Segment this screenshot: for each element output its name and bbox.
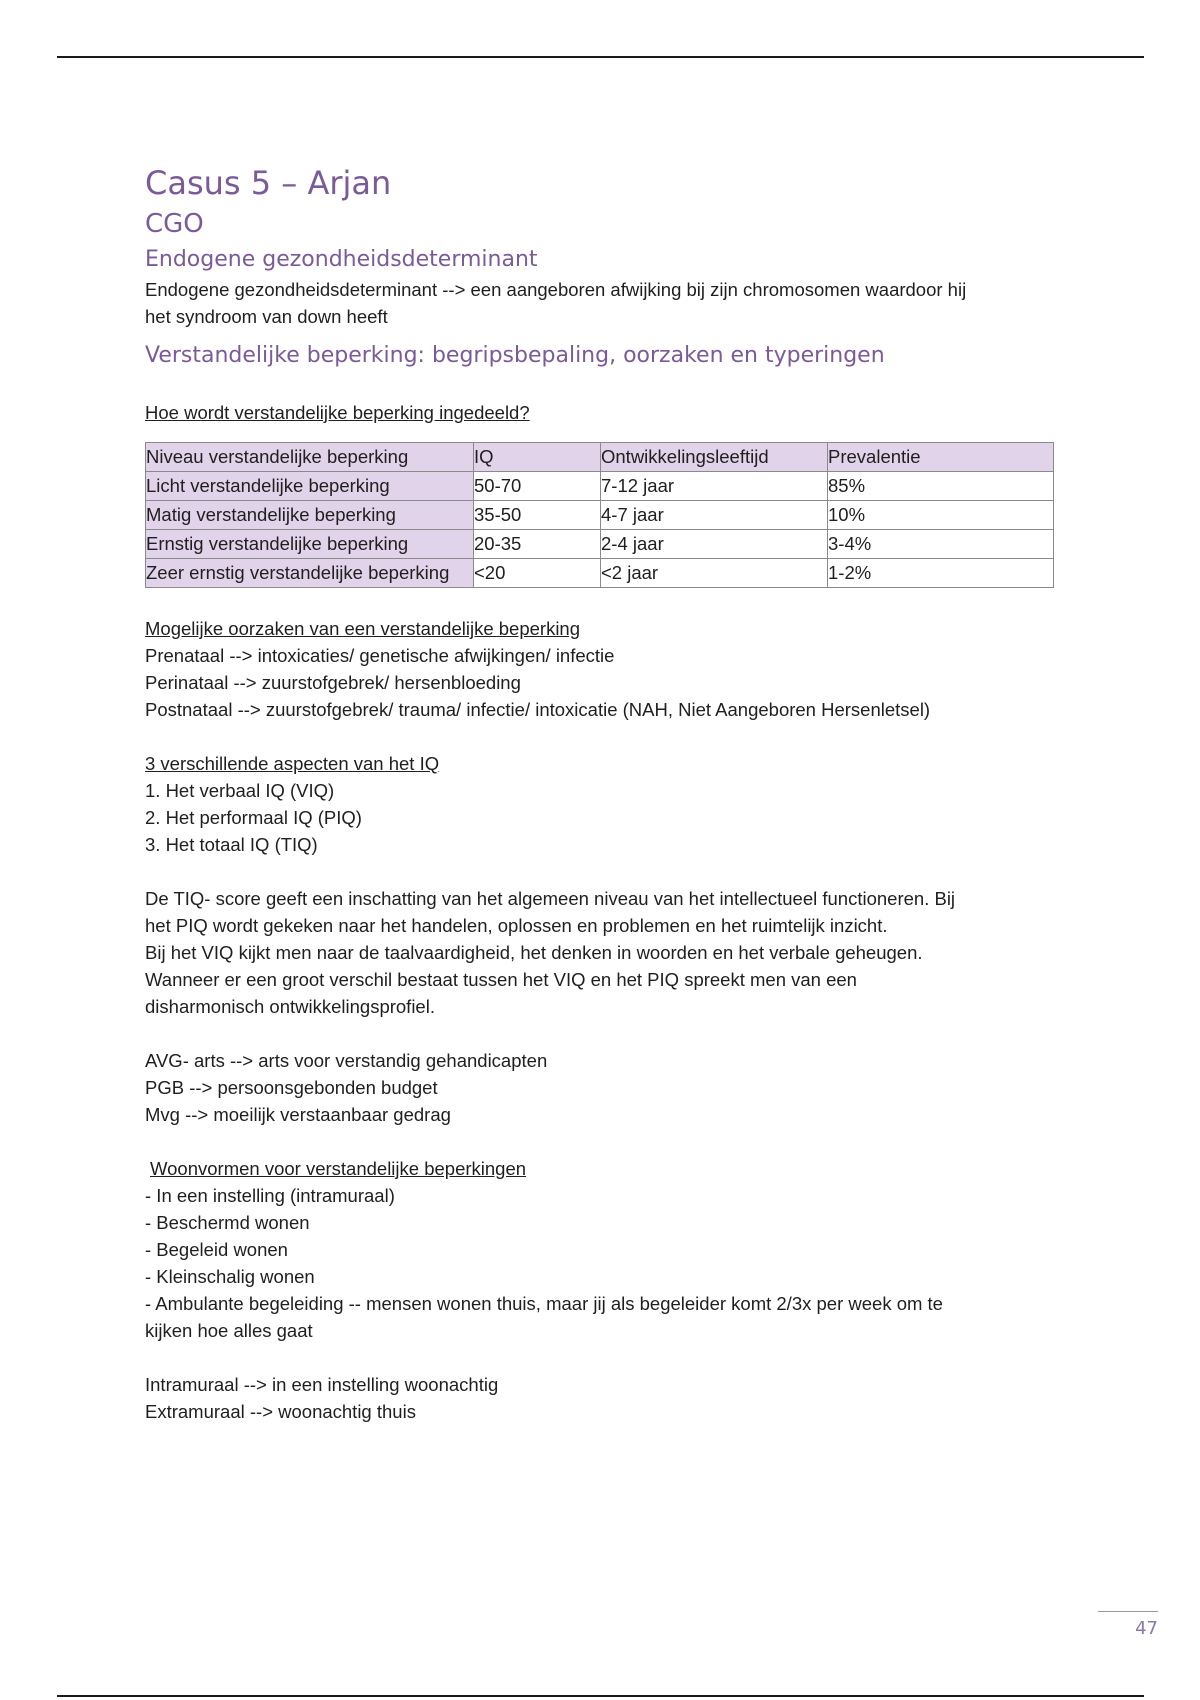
table-header-cell: IQ: [474, 443, 601, 472]
iq-paragraph-line: De TIQ- score geeft een inschatting van het algemeen niveau van het intellectueel functioneren. Bij: [145, 888, 956, 909]
table-row: [146, 501, 1054, 530]
housing-item: kijken hoe alles gaat: [145, 1320, 313, 1341]
iq-paragraph-line: disharmonisch ontwikkelingsprofiel.: [145, 996, 435, 1017]
table-cell: 4-7 jaar: [601, 501, 828, 530]
table-header-cell: Prevalentie: [828, 443, 1054, 472]
table-cell: Ernstig verstandelijke beperking: [146, 530, 474, 559]
iq-paragraph-line: Bij het VIQ kijkt men naar de taalvaardigheid, het denken in woorden en het verbale geheugen.: [145, 942, 923, 963]
table-cell: Matig verstandelijke beperking: [146, 501, 474, 530]
page-title: Casus 5 – Arjan: [145, 164, 392, 202]
table-cell: 1-2%: [828, 559, 1054, 588]
page-number: 47: [1098, 1611, 1158, 1639]
table-cell: <2 jaar: [601, 559, 828, 588]
cause-line: Postnataal --> zuurstofgebrek/ trauma/ infectie/ intoxicatie (NAH, Niet Aangeboren Hersenletsel): [145, 699, 931, 720]
housing-item: - Kleinschalig wonen: [145, 1266, 315, 1287]
question-heading: Hoe wordt verstandelijke beperking ingedeeld?: [145, 402, 530, 423]
table-cell: Licht verstandelijke beperking: [146, 472, 474, 501]
iq-aspect-item: 1. Het verbaal IQ (VIQ): [145, 780, 335, 801]
housing-item: - Beschermd wonen: [145, 1212, 310, 1233]
page-content: [145, 162, 1060, 1425]
table-row: [146, 559, 1054, 588]
abbreviation-line: Mvg --> moeilijk verstaanbaar gedrag: [145, 1104, 451, 1125]
table-header-cell: Niveau verstandelijke beperking: [146, 443, 474, 472]
section-heading-verstandelijke-beperking: Verstandelijke beperking: begripsbepaling, oorzaken en typeringen: [145, 343, 885, 368]
table-cell: 3-4%: [828, 530, 1054, 559]
table-cell: 7-12 jaar: [601, 472, 828, 501]
housing-item: - Begeleid wonen: [145, 1239, 288, 1260]
table-cell: 35-50: [474, 501, 601, 530]
housing-item: - Ambulante begeleiding -- mensen wonen thuis, maar jij als begeleider komt 2/3x per week om te: [145, 1293, 943, 1314]
footer-rule: [57, 1695, 1144, 1697]
header-rule: [57, 56, 1144, 58]
abbreviation-line: AVG- arts --> arts voor verstandig gehandicapten: [145, 1050, 548, 1071]
causes-heading: Mogelijke oorzaken van een verstandelijke beperking: [145, 618, 581, 639]
table-header-row: [146, 443, 1054, 472]
table-header-cell: Ontwikkelingsleeftijd: [601, 443, 828, 472]
table-cell: 50-70: [474, 472, 601, 501]
cause-line: Perinataal --> zuurstofgebrek/ hersenbloeding: [145, 672, 521, 693]
abbreviation-line: PGB --> persoonsgebonden budget: [145, 1077, 438, 1098]
classification-table: [145, 442, 1054, 588]
paragraph-line: Endogene gezondheidsdeterminant --> een aangeboren afwijking bij zijn chromosomen waardoor hij: [145, 279, 967, 300]
paragraph-line: het syndroom van down heeft: [145, 306, 388, 327]
iq-aspect-item: 2. Het performaal IQ (PIQ): [145, 807, 362, 828]
table-cell: 10%: [828, 501, 1054, 530]
section-heading-endogene: Endogene gezondheidsdeterminant: [145, 247, 538, 272]
iq-aspects-heading: 3 verschillende aspecten van het IQ: [145, 753, 440, 774]
table-cell: 85%: [828, 472, 1054, 501]
definition-line: Intramuraal --> in een instelling woonachtig: [145, 1374, 499, 1395]
cause-line: Prenataal --> intoxicaties/ genetische afwijkingen/ infectie: [145, 645, 615, 666]
iq-aspect-item: 3. Het totaal IQ (TIQ): [145, 834, 318, 855]
table-cell: <20: [474, 559, 601, 588]
table-cell: Zeer ernstig verstandelijke beperking: [146, 559, 474, 588]
housing-heading: Woonvormen voor verstandelijke beperkingen: [150, 1158, 527, 1179]
iq-paragraph-line: Wanneer er een groot verschil bestaat tussen het VIQ en het PIQ spreekt men van een: [145, 969, 857, 990]
definition-line: Extramuraal --> woonachtig thuis: [145, 1401, 416, 1422]
table-cell: 20-35: [474, 530, 601, 559]
table-cell: 2-4 jaar: [601, 530, 828, 559]
iq-paragraph-line: het PIQ wordt gekeken naar het handelen, oplossen en problemen en het ruimtelijk inzicht.: [145, 915, 888, 936]
table-row: [146, 530, 1054, 559]
table-row: [146, 472, 1054, 501]
housing-item: - In een instelling (intramuraal): [145, 1185, 395, 1206]
page-subtitle: CGO: [145, 209, 204, 239]
